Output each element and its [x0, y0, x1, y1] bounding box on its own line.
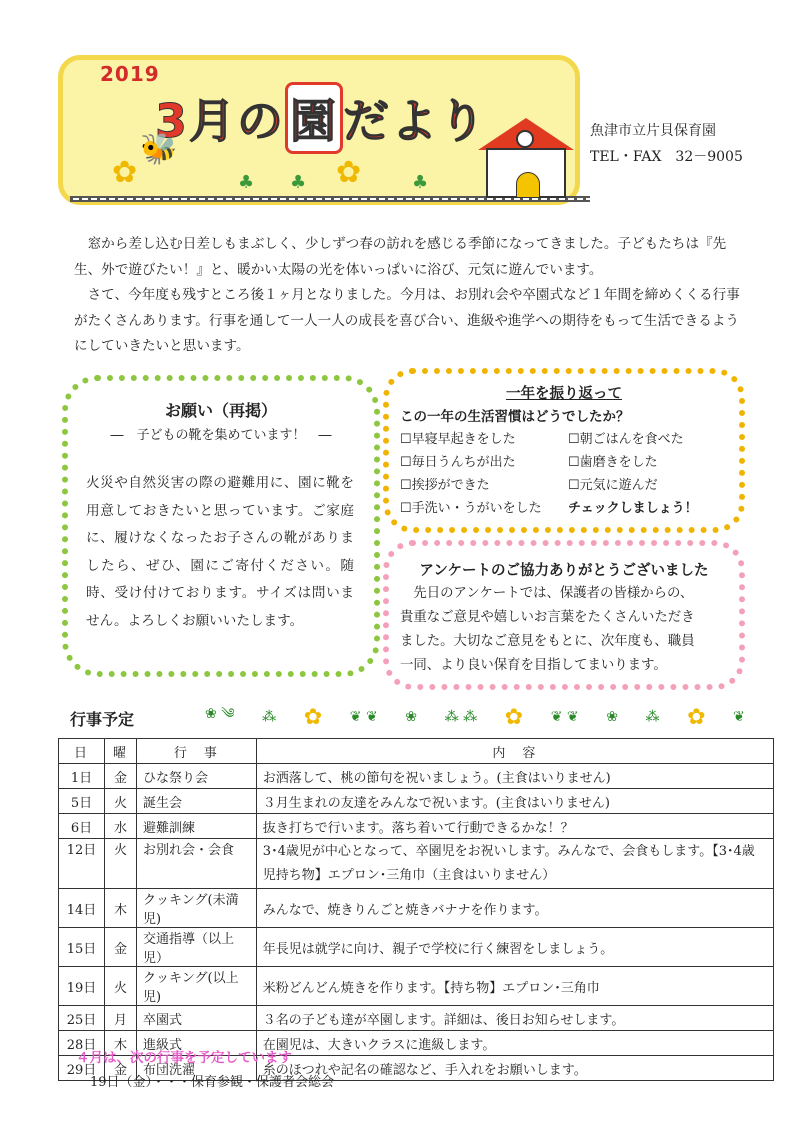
- checklist-item: ☐毎日うんちが出た: [400, 455, 516, 470]
- cell-event: ひな祭り会: [136, 764, 256, 789]
- survey-body: [400, 582, 736, 678]
- table-header-row: [59, 739, 774, 764]
- cell-detail: 3･4歳児が中心となって、卒園児をお祝いします。みんなで、会食もします。【3･4歳児持ち物】エプロン･三角巾（主食はいりません）: [256, 839, 773, 889]
- cell-event: 進級式: [136, 1031, 256, 1056]
- sprout-icon: ♣: [290, 172, 307, 193]
- flower-icon: ✿: [504, 704, 524, 730]
- survey-line: ました。大切なご意見をもとに、次年度も、職員: [400, 634, 695, 649]
- cell-weekday: 木: [104, 889, 136, 928]
- column-header: 行 事: [136, 739, 256, 764]
- table-row: [59, 789, 774, 814]
- title-pre: 3月の: [155, 94, 286, 148]
- table-row: [59, 967, 774, 1006]
- cell-weekday: 火: [104, 789, 136, 814]
- cell-day: 15日: [59, 928, 105, 967]
- cell-weekday: 火: [104, 839, 136, 889]
- column-header: 曜: [104, 739, 136, 764]
- april-heading: ４月は、次の行事を予定しています: [76, 1050, 292, 1066]
- lookback-title: 一年を振り返って: [506, 386, 622, 402]
- header-year: 2019: [100, 62, 160, 86]
- column-header: 内 容: [256, 739, 773, 764]
- cell-weekday: 水: [104, 814, 136, 839]
- cell-detail: 米粉どんどん焼きを作ります。【持ち物】エプロン･三角巾: [256, 967, 773, 1006]
- sprout-icon: ♣: [238, 172, 255, 193]
- cell-event: クッキング(未満児): [136, 889, 256, 928]
- flower-icon: ✿: [303, 704, 323, 730]
- request-body: 火災や自然災害の際の避難用に、園に靴を用意しておきたいと思っています。ご家庭に、履けなくなったお子さんの靴がありましたら、ぜひ、園にご寄付ください。随時、受け付けております。サイズは問いません。よろしくお願いいたします。: [86, 475, 354, 629]
- column-header: 日: [59, 739, 105, 764]
- checklist-item: ☐手洗い・うがいをした: [400, 501, 542, 516]
- cell-event: 布団洗濯: [136, 1056, 256, 1081]
- sprout-icon: ❦ ❦: [550, 709, 579, 725]
- cell-weekday: 金: [104, 1056, 136, 1081]
- cell-detail: 年長児は就学に向け、親子で学校に行く練習をしましょう。: [256, 928, 773, 967]
- lookback-question: この一年の生活習慣はどうでしたか？: [400, 409, 630, 425]
- cell-weekday: 金: [104, 764, 136, 789]
- title-en: 園: [285, 82, 343, 154]
- cell-weekday: 月: [104, 1006, 136, 1031]
- survey-line: 先日のアンケートでは、保護者の皆様からの、: [400, 586, 694, 601]
- org-name: 魚津市立片貝保育園: [590, 123, 716, 139]
- cell-day: 1日: [59, 764, 105, 789]
- events-title: 行事予定: [70, 710, 135, 729]
- sprout-icon: ⁂ ⁂: [444, 709, 478, 725]
- newsletter-title: [155, 82, 487, 154]
- checklist-prompt: チェックしましょう！: [568, 501, 698, 516]
- cell-detail: 糸のほつれや記名の確認など、手入れをお願いします。: [256, 1056, 773, 1081]
- checklist-item: ☐朝ごはんを食べた: [568, 432, 684, 447]
- flower-icon: ✿: [112, 155, 138, 190]
- cell-event: 避難訓練: [136, 814, 256, 839]
- organization-info: [590, 118, 743, 170]
- cell-detail: 在園児は、大きいクラスに進級します。: [256, 1031, 773, 1056]
- cell-day: 14日: [59, 889, 105, 928]
- intro-paragraph: さて、今年度も残すところ後１ヶ月となりました。今月は、お別れ会や卒園式など１年間を締めくくる行事がたくさんあります。行事を通して一人一人の成長を喜び合い、進級や進学への期待をもって生活できるようにしていきたいと思います。: [74, 287, 740, 354]
- sprout-icon: ❀: [405, 709, 418, 725]
- table-row: [59, 1006, 774, 1031]
- cell-day: 12日: [59, 839, 105, 889]
- cell-weekday: 木: [104, 1031, 136, 1056]
- cell-detail: ３月生まれの友達をみんなで祝います。(主食はいりません): [256, 789, 773, 814]
- intro-paragraph: 窓から差し込む日差しもまぶしく、少しずつ春の訪れを感じる季節になってきました。子どもたちは『先生、外で遊びたい！』と、暖かい太陽の光を体いっぱいに浴び、元気に遊んでいます。: [74, 236, 727, 278]
- table-row: [59, 839, 774, 889]
- cell-day: 25日: [59, 1006, 105, 1031]
- sprout-icon: ❀ ༄: [205, 706, 235, 722]
- cell-day: 28日: [59, 1031, 105, 1056]
- flower-icon: ✿: [687, 704, 706, 730]
- cell-detail: ３名の子ども達が卒園します。詳細は、後日お知らせします。: [256, 1006, 773, 1031]
- cell-event: 誕生会: [136, 789, 256, 814]
- sprout-icon: ❦ ❦: [349, 709, 378, 725]
- events-table: [58, 738, 774, 1081]
- sprout-icon: ❦: [733, 709, 745, 725]
- table-row: [59, 764, 774, 789]
- cell-event: 卒園式: [136, 1006, 256, 1031]
- decoration-row: [205, 703, 745, 731]
- title-post: だより: [343, 94, 488, 148]
- checklist-item: ☐早寝早起きをした: [400, 432, 516, 447]
- checklist-item: ☐歯磨きをした: [568, 455, 658, 470]
- table-row: [59, 928, 774, 967]
- cell-event: クッキング(以上児): [136, 967, 256, 1006]
- cell-weekday: 火: [104, 967, 136, 1006]
- checklist-item: ☐挨拶ができた: [400, 478, 490, 493]
- bee-icon: 🐝: [140, 132, 178, 167]
- cell-day: 29日: [59, 1056, 105, 1081]
- request-title: お願い（再掲）: [164, 401, 277, 420]
- cell-event: 交通指導（以上児）: [136, 928, 256, 967]
- table-row: [59, 814, 774, 839]
- cell-day: 19日: [59, 967, 105, 1006]
- cell-detail: 抜き打ちで行います。落ち着いて行動できるかな！？: [256, 814, 773, 839]
- intro-text: [74, 232, 750, 360]
- cell-day: 5日: [59, 789, 105, 814]
- checklist-item: ☐元気に遊んだ: [568, 478, 658, 493]
- table-row: [59, 889, 774, 928]
- sprout-icon: ♣: [412, 172, 429, 193]
- survey-title: アンケートのご協力ありがとうございました: [419, 563, 709, 579]
- flower-icon: ✿: [336, 155, 362, 190]
- cell-weekday: 金: [104, 928, 136, 967]
- survey-line: 貴重なご意見や嬉しいお言葉をたくさんいただき: [400, 610, 695, 625]
- sprout-icon: ❀: [606, 709, 618, 725]
- cell-day: 6日: [59, 814, 105, 839]
- cell-detail: お洒落して、桃の節句を祝いましょう。(主食はいりません): [256, 764, 773, 789]
- sprout-icon: ⁂: [645, 709, 660, 725]
- cell-event: お別れ会・会食: [136, 839, 256, 889]
- cell-detail: みんなで、焼きりんごと焼きバナナを作ります。: [256, 889, 773, 928]
- habit-checklist: [400, 428, 740, 520]
- school-building-icon: [478, 118, 574, 200]
- sprout-icon: ⁂: [262, 709, 277, 725]
- april-event: 19日（金）・・・保育参観・保護者会総会: [90, 1075, 335, 1090]
- request-subtitle: ― 子どもの靴を集めています！ ―: [110, 428, 332, 443]
- survey-line: 一同、より良い保育を目指してまいります。: [400, 658, 667, 673]
- org-tel: TEL・FAX 32－9005: [590, 149, 743, 165]
